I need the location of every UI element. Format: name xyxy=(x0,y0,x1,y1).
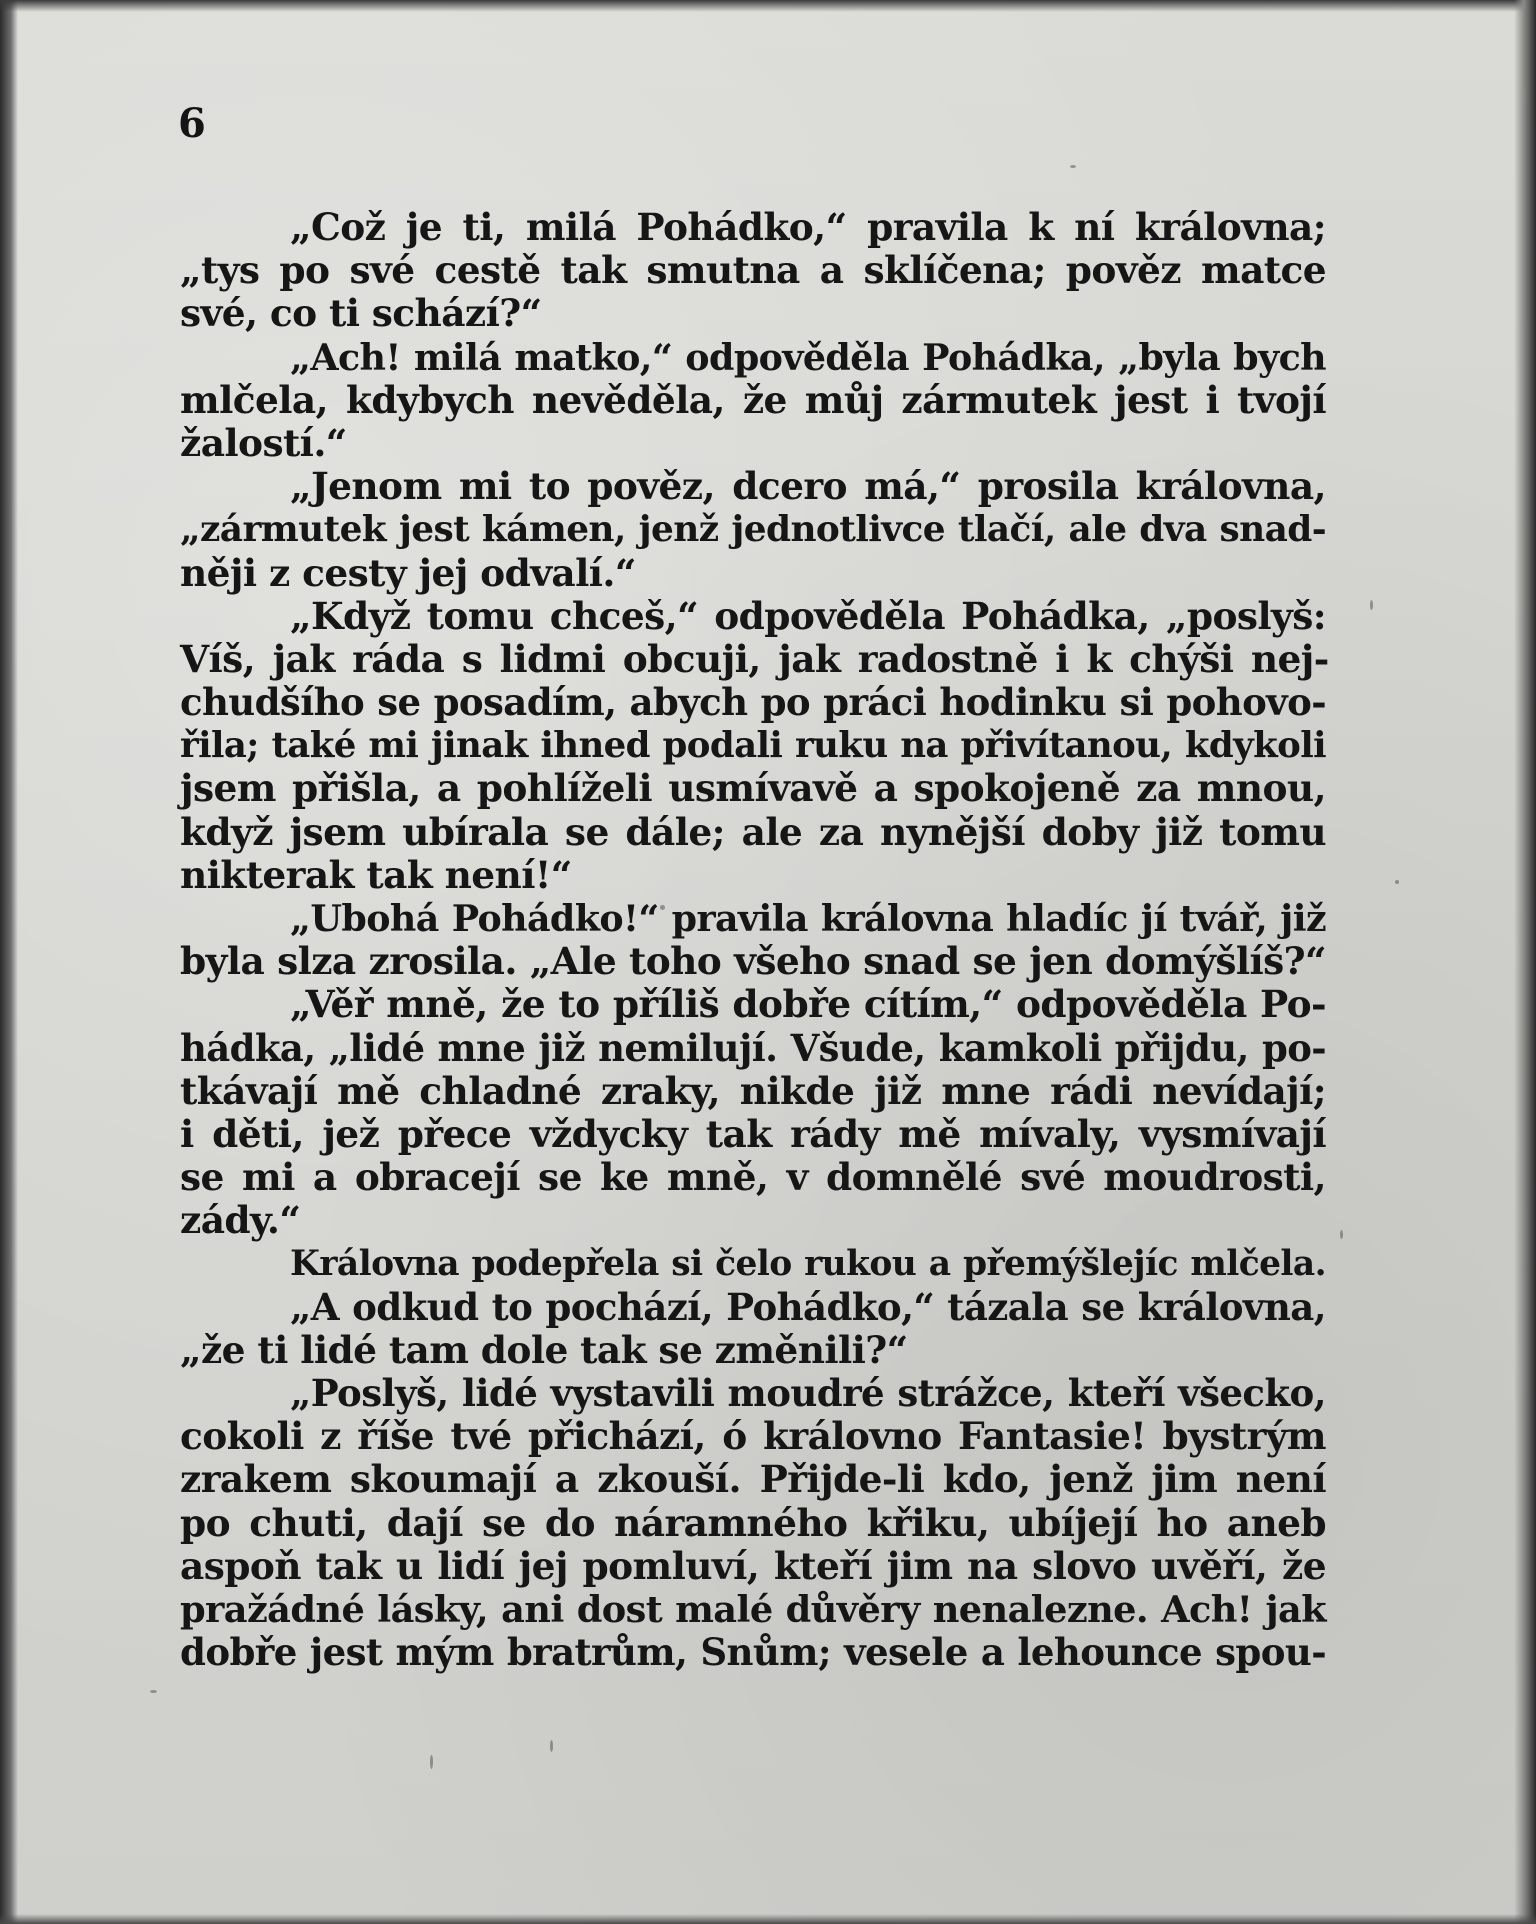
page-edge-left xyxy=(0,0,18,1924)
paper-speck xyxy=(150,1690,157,1693)
text-line: po chuti, dají se do náramného křiku, ubíjejí ho aneb xyxy=(180,1500,1326,1545)
page-edge-top xyxy=(0,0,1536,12)
text-line: něji z cesty jej odvalí.“ xyxy=(180,550,636,595)
paper-speck xyxy=(1340,1230,1343,1239)
paper-speck xyxy=(1395,880,1399,884)
text-line: „Věř mně, že to příliš dobře cítím,“ odpověděla Po- xyxy=(290,982,1326,1027)
text-line: „Jenom mi to pověz, dcero má,“ prosila královna, xyxy=(290,464,1326,509)
page-number: 6 xyxy=(178,100,206,147)
text-line: i děti, jež přece vždycky tak rády mě mívaly, vysmívají xyxy=(180,1111,1326,1156)
text-line: jsem přišla, a pohlíželi usmívavě a spokojeně za mnou, xyxy=(180,766,1326,811)
text-line: když jsem ubírala se dále; ale za nynější doby již tomu xyxy=(180,809,1326,854)
text-line: hádka, „lidé mne již nemilují. Všude, kamkoli přijdu, po- xyxy=(180,1025,1326,1070)
text-line: „Což je ti, milá Pohádko,“ pravila k ní královna; xyxy=(290,205,1326,249)
text-line: dobře jest mým bratrům, Snům; vesele a lehounce spou- xyxy=(180,1630,1326,1675)
text-line: pražádné lásky, ani dost malé důvěry nenalezne. Ach! jak xyxy=(180,1588,1326,1631)
text-line: zrakem skoumají a zkouší. Přijde-li kdo, jenž jim není xyxy=(180,1457,1326,1502)
text-line: „Ach! milá matko,“ odpověděla Pohádka, „byla bych xyxy=(290,335,1326,379)
text-line: mlčela, kdybych nevěděla, že můj zármutek jest i tvojí xyxy=(180,377,1326,422)
paper-speck xyxy=(1370,600,1373,610)
text-line: řila; také mi jinak ihned podali ruku na přivítanou, kdykoli xyxy=(180,725,1326,767)
text-line: žalostí.“ xyxy=(180,420,347,465)
text-line: „že ti lidé tam dole tak se změnili?“ xyxy=(180,1327,908,1372)
text-line: byla slza zrosila. „Ale toho všeho snad se jen domýšlíš?“ xyxy=(180,939,1326,984)
text-line: „tys po své cestě tak smutna a sklíčena; pověz matce xyxy=(180,248,1326,293)
text-line: nikterak tak není!“ xyxy=(180,852,572,897)
page-edge-right xyxy=(1514,0,1536,1924)
text-line: se mi a obracejí se ke mně, v domnělé své moudrosti, xyxy=(180,1155,1326,1200)
text-line: tkávají mě chladné zraky, nikde již mne rádi nevídají; xyxy=(180,1068,1326,1113)
text-line: „Ubohá Pohádko!“ pravila královna hladíc jí tvář, již xyxy=(290,897,1326,940)
paper-speck xyxy=(550,1740,553,1752)
page-edge-bottom xyxy=(0,1914,1536,1924)
text-line: Královna podepřela si čelo rukou a přemýšlejíc mlčela. xyxy=(290,1243,1326,1284)
text-line: zády.“ xyxy=(180,1198,301,1243)
text-line: cokoli z říše tvé přichází, ó královno Fantasie! bystrým xyxy=(180,1414,1326,1459)
text-line: „zármutek jest kámen, jenž jednotlivce tlačí, ale dva snad- xyxy=(180,508,1326,551)
text-line: své, co ti schází?“ xyxy=(180,291,542,336)
paper-speck xyxy=(1070,165,1076,168)
text-line: „A odkud to pochází, Pohádko,“ tázala se královna, xyxy=(290,1284,1326,1329)
text-line: „Když tomu chceš,“ odpověděla Pohádka, „poslyš: xyxy=(290,593,1326,638)
text-line: Víš, jak ráda s lidmi obcuji, jak radostně i k chýši nej- xyxy=(180,636,1326,681)
text-line: chudšího se posadím, abych po práci hodinku si pohovo- xyxy=(180,680,1326,725)
body-text xyxy=(180,206,1326,1674)
paper-speck xyxy=(430,1755,433,1769)
text-line: „Poslyš, lidé vystavili moudré strážce, kteří všecko, xyxy=(290,1371,1326,1416)
text-line: aspoň tak u lidí jej pomluví, kteří jim na slovo uvěří, že xyxy=(180,1543,1326,1588)
